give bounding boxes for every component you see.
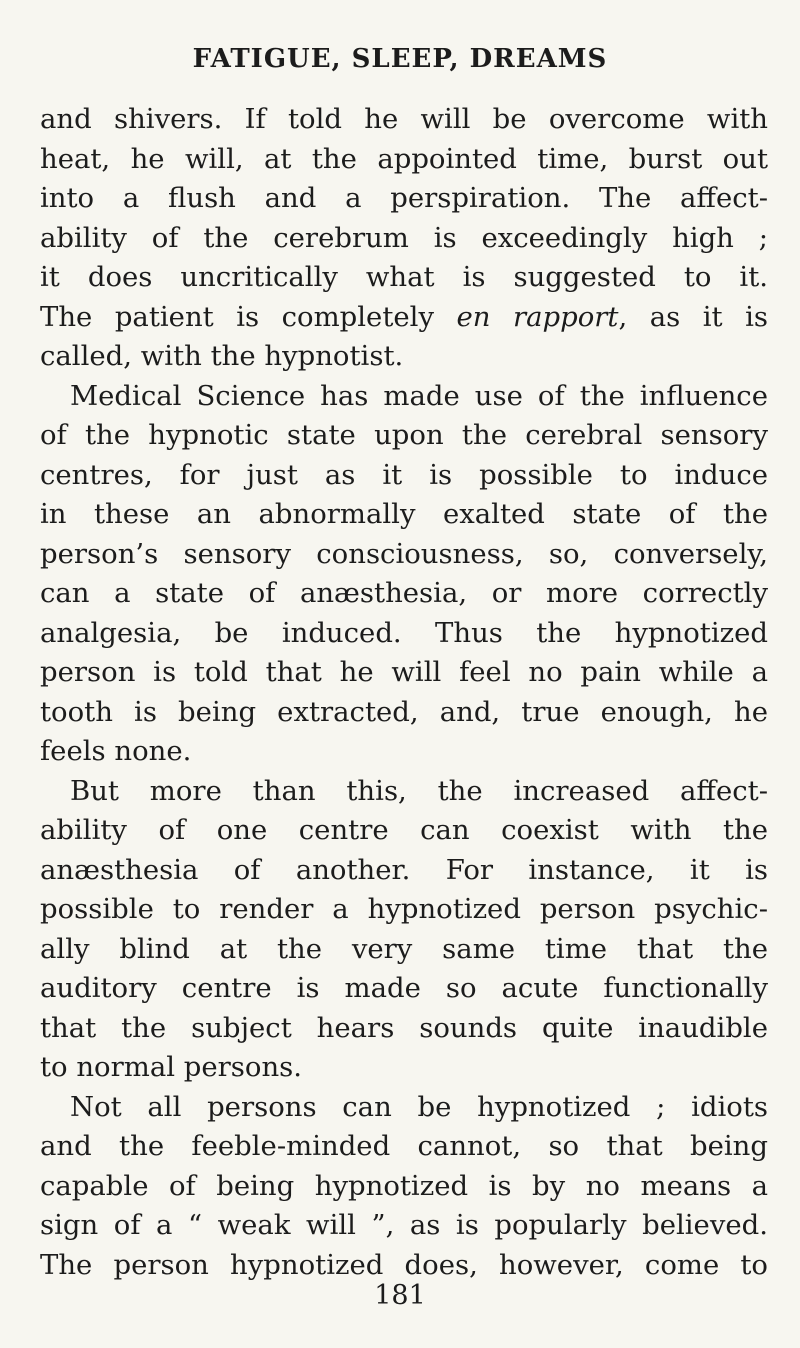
- text-line: centres, for just as it is possible to induce: [40, 458, 768, 491]
- text-line: in these an abnormally exalted state of the: [40, 498, 768, 530]
- text-line: it does uncritically what is suggested to it.: [40, 261, 768, 293]
- text-line: But more than this, the increased affect-: [70, 774, 768, 807]
- text-line: auditory centre is made so acute functionally: [40, 972, 768, 1004]
- text-line: possible to render a hypnotized person psychic-: [40, 893, 768, 925]
- text-line: sign of a “ weak will ”, as is popularly believed.: [40, 1209, 768, 1241]
- text-line: analgesia, be induced. Thus the hypnotized: [40, 616, 768, 649]
- text-line: Not all persons can be hypnotized ; idiots: [70, 1090, 768, 1123]
- text-line: that the subject hears sounds quite inaudible: [40, 1011, 768, 1044]
- body-text: [40, 100, 768, 1285]
- text-segment: , as it is: [618, 300, 768, 333]
- text-line: person’s sensory consciousness, so, conversely,: [40, 537, 768, 570]
- text-line: of the hypnotic state upon the cerebral sensory: [40, 419, 768, 451]
- text-line: ally blind at the very same time that the: [40, 932, 768, 965]
- text-line: ability of the cerebrum is exceedingly high ;: [40, 221, 768, 254]
- text-line: The person hypnotized does, however, come to: [40, 1248, 768, 1281]
- page-number: 181: [374, 1280, 426, 1311]
- running-head: FATIGUE, SLEEP, DREAMS: [192, 44, 608, 74]
- text-line: feels none.: [40, 735, 192, 767]
- text-line: anæsthesia of another. For instance, it is: [40, 853, 768, 886]
- text-line: ability of one centre can coexist with the: [40, 814, 768, 846]
- text-line: capable of being hypnotized is by no means a: [40, 1169, 768, 1202]
- text-line: to normal persons.: [40, 1051, 303, 1083]
- text-line: can a state of anæsthesia, or more correctly: [40, 577, 768, 609]
- text-line: and the feeble-minded cannot, so that being: [40, 1130, 768, 1162]
- text-line: tooth is being extracted, and, true enough, he: [40, 695, 768, 728]
- text-line: heat, he will, at the appointed time, burst out: [40, 142, 768, 175]
- text-line: [40, 298, 768, 338]
- text-line: person is told that he will feel no pain while a: [40, 656, 768, 688]
- text-line: called, with the hypnotist.: [40, 340, 404, 372]
- text-line: and shivers. If told he will be overcome with: [40, 103, 768, 135]
- text-line: Medical Science has made use of the influence: [70, 379, 768, 412]
- text-segment: The patient is completely: [40, 300, 434, 333]
- italic-phrase: en rapport: [456, 300, 619, 333]
- text-line: into a flush and a perspiration. The affect-: [40, 182, 768, 214]
